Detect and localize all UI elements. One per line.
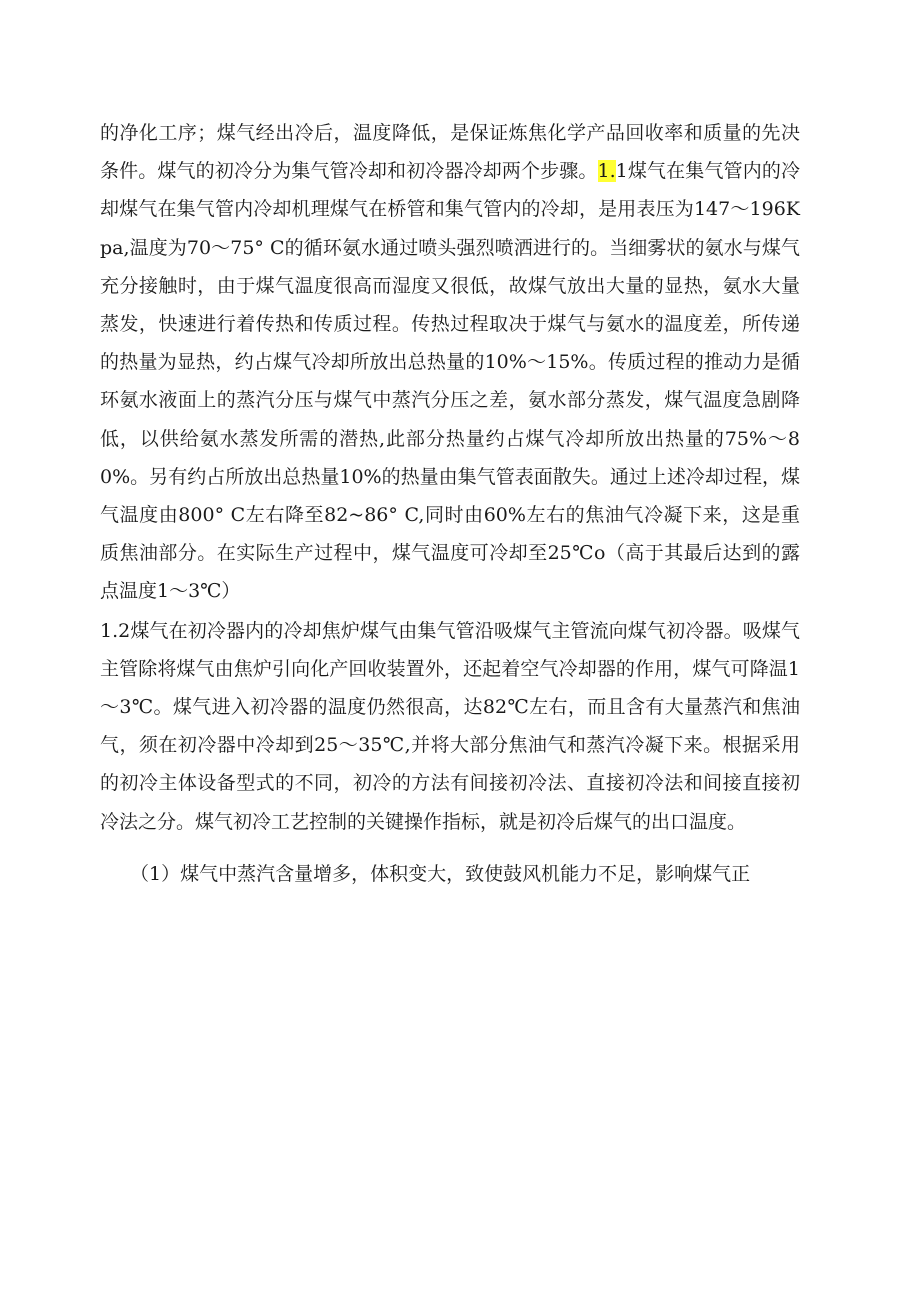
document-body: [100, 114, 800, 893]
paragraph-1-text-after: 1煤气在集气管内的冷却煤气在集气管内冷却机理煤气在桥管和集气管内的冷却，是用表压为147～196Kpa,温度为70～75° C的循环氨水通过喷头强烈喷洒进行的。当细雾状的氨水与煤气充分接触时，由于煤气温度很高而湿度又很低，故煤气放出大量的显热，氨水大量蒸发，快速进行着传热和传质过程。传热过程取决于煤气与氨水的温度差，所传递的热量为显热，约占煤气冷却所放出总热量的10%～15%。传质过程的推动力是循环氨水液面上的蒸汽分压与煤气中蒸汽分压之差，氨水部分蒸发，煤气温度急剧降低，以供给氨水蒸发所需的潜热,此部分热量约占煤气冷却所放出热量的75%～80%。另有约占所放出总热量10%的热量由集气管表面散失。通过上述冷却过程，煤气温度由800° C左右降至82~86° C,同时由60%左右的焦油气冷凝下来，这是重质焦油部分。在实际生产过程中，煤气温度可冷却至25℃o（高于其最后达到的露点温度1～3℃）: [100, 160, 800, 603]
paragraph-3: （1）煤气中蒸汽含量增多，体积变大，致使鼓风机能力不足，影响煤气正: [130, 862, 751, 885]
paragraph-2: 1.2煤气在初冷器内的冷却焦炉煤气由集气管沿吸煤气主管流向煤气初冷器。吸煤气主管除将煤气由焦炉引向化产回收装置外，还起着空气冷却器的作用，煤气可降温1～3℃。煤气进入初冷器的温度仍然很高，达82℃左右，而且含有大量蒸汽和焦油气，须在初冷器中冷却到25～35℃,并将大部分焦油气和蒸汽冷凝下来。根据采用的初冷主体设备型式的不同，初冷的方法有间接初冷法、直接初冷法和间接直接初冷法之分。煤气初冷工艺控制的关键操作指标，就是初冷后煤气的出口温度。: [100, 619, 800, 833]
paragraph-1-text-before: 的净化工序；煤气经出冷后，温度降低，是保证炼焦化学产品回收率和质量的先决条件。煤气的初冷分为集气管冷却和初冷器冷却两个步骤。: [100, 122, 800, 183]
highlighted-text: 1.: [597, 160, 616, 183]
paragraph-1: [100, 114, 800, 611]
